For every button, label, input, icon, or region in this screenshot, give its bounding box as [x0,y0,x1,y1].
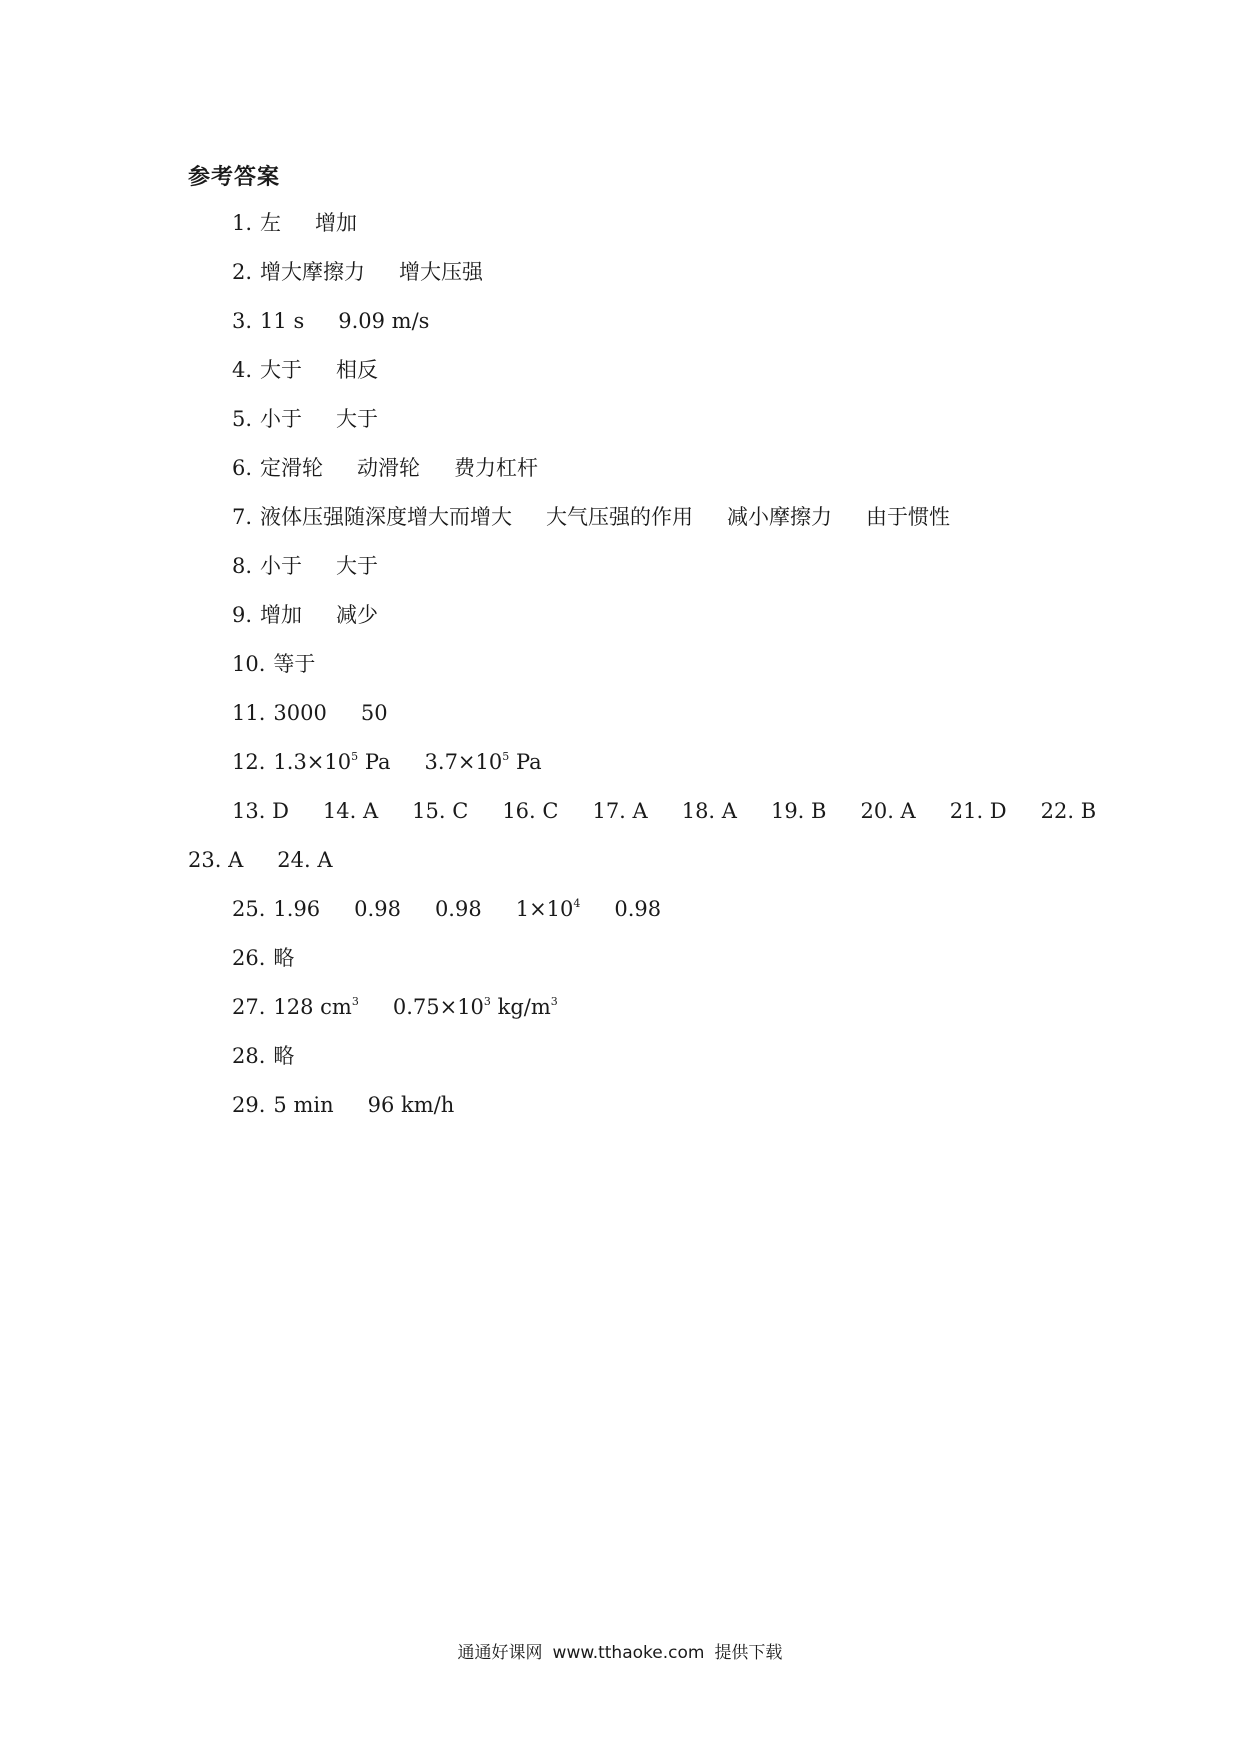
page-title: 参考答案 [188,165,281,190]
answer-26: 26. 略 [232,946,295,970]
answer-29: 29. 5 min 96 km/h [232,1093,455,1117]
footer-suffix: 提供下载 [714,1643,783,1663]
answer-10: 10. 等于 [232,652,316,676]
answer-27: 27. 128 $cm^3$ $0.75\times 10^3$ $kg/m^3$ [232,995,558,1019]
answer-9: 9. 增加 减少 [232,603,379,627]
answer-11: 11. 3000 50 [232,701,388,725]
answer-25: 25. 1.96 0.98 0.98 $1\times 10^4$ 0.98 [232,897,662,921]
answer-6: 6. 定滑轮 动滑轮 费力杠杆 [232,456,539,480]
answer-5: 5. 小于 大于 [232,407,379,431]
footer-site-name: 通通好课网 [457,1643,543,1663]
answers-13-to-22: 13. D 14. A 15. C 16. C 17. A 18. A 19. B 20. A 21. D 22. B [232,799,1097,823]
answer-7: 7. 液体压强随深度增大而增大 大气压强的作用 减小摩擦力 由于惯性 [232,505,951,529]
answer-28: 28. 略 [232,1044,295,1068]
answer-12: 12. $1.3\times 10^5$ Pa $3.7\times 10^5$ Pa [232,750,542,774]
page-footer [0,1638,1240,1663]
answer-8: 8. 小于 大于 [232,554,379,578]
answers-23-to-24: 23. A 24. A [188,848,333,872]
footer-url[interactable]: www.tthaoke.com [552,1643,705,1663]
answer-2: 2. 增大摩擦力 增大压强 [232,260,484,284]
answer-4: 4. 大于 相反 [232,358,379,382]
answer-3: 3. 11 s 9.09 m/s [232,309,430,333]
answer-1: 1. 左 增加 [232,211,358,235]
